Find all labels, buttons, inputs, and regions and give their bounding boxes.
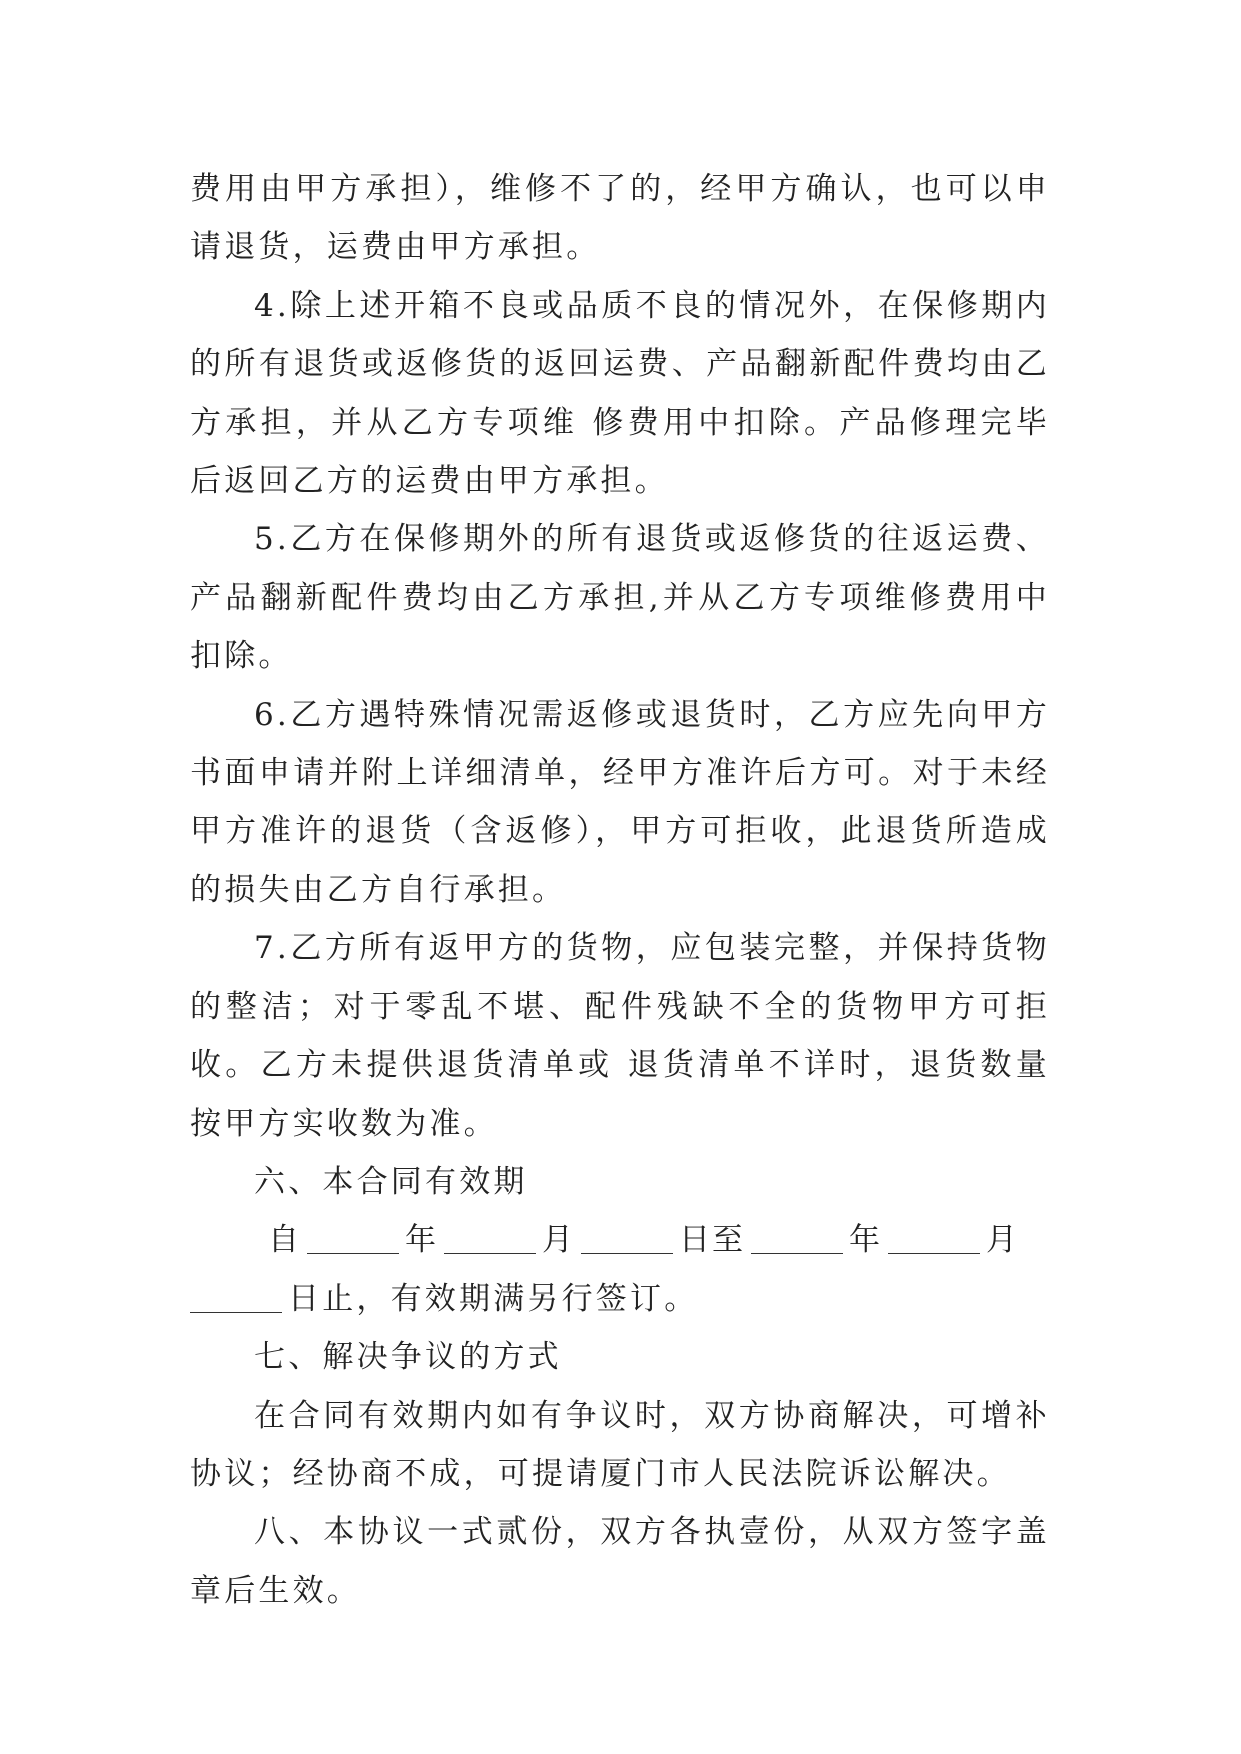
- clause-7: 7.乙方所有返甲方的货物，应包装完整，并保持货物的整洁；对于零乱不堪、配件残缺不全的货物甲方可拒收。乙方未提供退货清单或 退货清单不详时，退货数量按甲方实收数为准。: [190, 930, 1050, 1142]
- clause-6: 6.乙方遇特殊情况需返修或退货时，乙方应先向甲方书面申请并附上详细清单，经甲方准许后方可。对于未经甲方准许的退货（含返修），甲方可拒收，此退货所造成的损失由乙方自行承担。: [190, 696, 1050, 908]
- clause-5: 5.乙方在保修期外的所有退货或返修货的往返运费、产品翻新配件费均由乙方承担,并从乙方专项维修费用中扣除。: [190, 521, 1050, 675]
- validity-year-label: 年: [405, 1222, 438, 1259]
- validity-date-line: [190, 1211, 1050, 1269]
- validity-day-to-label: 日至: [679, 1222, 745, 1259]
- contract-body: [190, 160, 1050, 1620]
- validity-end-year-label: 年: [849, 1222, 882, 1259]
- validity-end-month-label: 月: [986, 1222, 1019, 1259]
- blank-end-year: [751, 1223, 843, 1254]
- clause-8: 八、本协议一式贰份，双方各执壹份，从双方签字盖章后生效。: [190, 1514, 1050, 1609]
- blank-end-month: [888, 1223, 980, 1254]
- section-heading-dispute: 七、解决争议的方式: [254, 1339, 562, 1376]
- blank-start-month: [444, 1223, 536, 1254]
- validity-end-line: [190, 1270, 1050, 1328]
- blank-start-day: [581, 1223, 673, 1254]
- paragraph-continuation: 费用由甲方承担），维修不了的，经甲方确认，也可以申请退货，运费由甲方承担。: [190, 171, 1050, 266]
- blank-end-day: [190, 1282, 282, 1313]
- blank-start-year: [307, 1223, 399, 1254]
- validity-from-label: 自: [268, 1222, 301, 1259]
- section-heading-validity: 六、本合同有效期: [254, 1163, 528, 1200]
- validity-month-label: 月: [542, 1222, 575, 1259]
- clause-4: 4.除上述开箱不良或品质不良的情况外，在保修期内的所有退货或返修货的返回运费、产品翻新配件费均由乙方承担，并从乙方专项维 修费用中扣除。产品修理完毕后返回乙方的运费由甲方承担。: [190, 287, 1050, 500]
- dispute-paragraph: 在合同有效期内如有争议时，双方协商解决，可增补协议；经协商不成，可提请厦门市人民法院诉讼解决。: [190, 1397, 1050, 1492]
- validity-end-text: 日止，有效期满另行签订。: [288, 1280, 699, 1317]
